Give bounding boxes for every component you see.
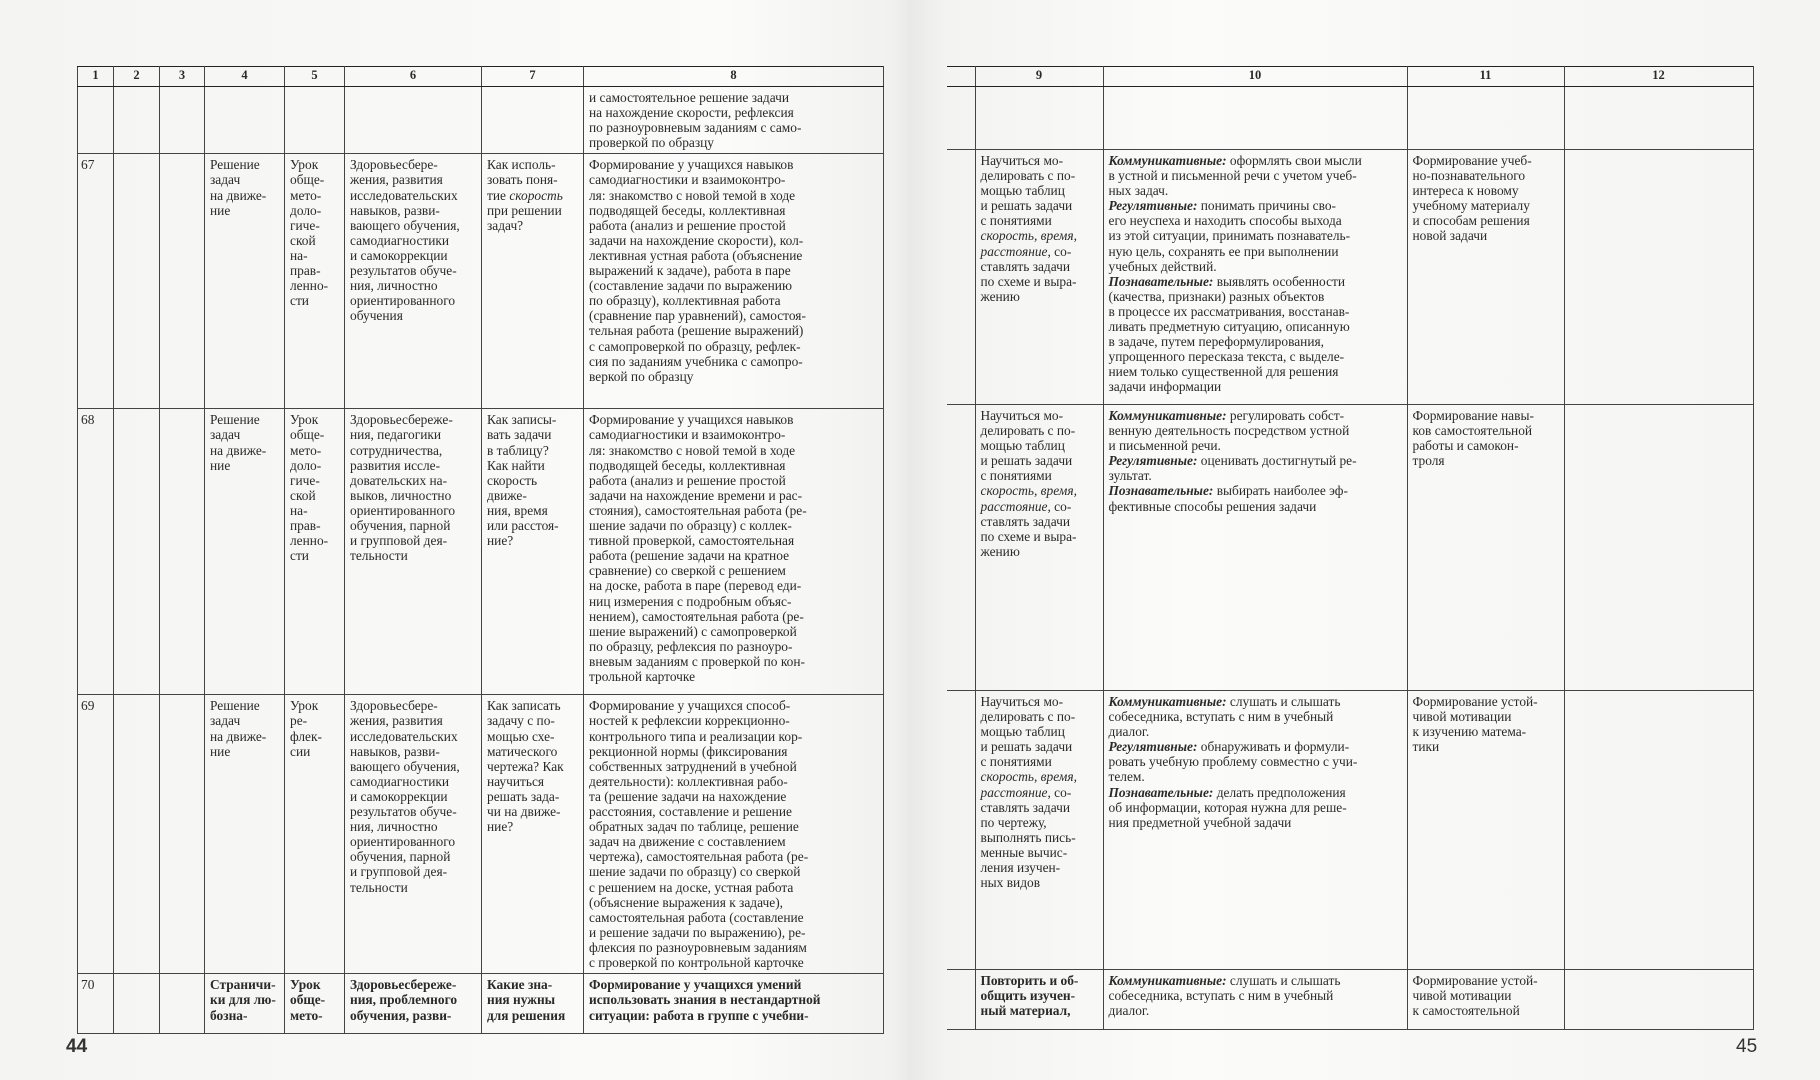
lesson-plan-table-right (947, 66, 1754, 1030)
subject-results-pre: Повторить и об- общить изучен- ный материал, (980, 973, 1079, 1019)
table-row (78, 87, 884, 154)
uud-label: Регулятивные: (1108, 739, 1198, 755)
lesson-number: 69 (78, 695, 114, 974)
page-number-right: 45 (1736, 1036, 1758, 1057)
problem-question-pre: Как исполь- зовать поня- тие (487, 157, 558, 203)
personal-results: Формирование навы- ков самостоятельной работы и самокон- троля (1407, 405, 1564, 691)
column-header-1: 1 (78, 67, 114, 87)
activity-description: Формирование у учащихся навыков самодиагностики и взаимоконтро- ля: знакомство с новой темой в ходе подводящей беседы, коллективная работа (анализ и решение простой задачи на нахождение скорости), кол- лективная устная работа (объяснение выражений к задаче), работа в паре (составление задачи по выражению по образцу), коллективная работа (сравнение пар уравнений), самостоя- тельная работа (решение выражений) с самопроверкой по образцу, рефлек- сия по заданиям учебника с самопро- веркой по образцу (584, 154, 884, 409)
lesson-type: Урок обще- мето- (285, 974, 345, 1034)
column-header-8: 8 (584, 67, 884, 87)
activity-description: Формирование у учащихся умений использовать знания в нестандартной ситуации: работа в группе с учебни- (584, 974, 884, 1034)
cell-col2 (114, 409, 160, 695)
cell-col2 (114, 695, 160, 974)
problem-question (482, 87, 584, 154)
uud-results (1103, 87, 1407, 150)
subject-results-post: , со- ставлять задачи по схеме и выра- жению (980, 243, 1077, 304)
column-header-10: 10 (1103, 67, 1407, 87)
uud-text: оформлять свои мысли в устной и письменной речи с учетом учеб- ных задач. (1108, 153, 1362, 199)
column-header-3: 3 (160, 67, 205, 87)
lesson-type: Урок ре- флек- сии (285, 695, 345, 974)
uud-text: понимать причины сво- его неуспеха и находить способы выхода из этой ситуации, принимать познаватель- ную цель, сохранять ее при выполнении учебных действий. (1108, 198, 1351, 274)
table-row (947, 150, 1753, 405)
subject-results-it: скорость, время, расстояние (980, 228, 1077, 259)
subject-results (975, 87, 1103, 150)
uud-text: оценивать достигнутый ре- зультат. (1108, 453, 1357, 484)
subject-results-it: скорость, время, расстояние (980, 769, 1077, 800)
technologies: Здоровьесбереже- ния, проблемного обучения, разви- (345, 974, 482, 1034)
lesson-topic (205, 87, 285, 154)
cell-col3 (160, 695, 205, 974)
uud-text: выбирать наиболее эф- фективные способы решения задачи (1108, 483, 1348, 514)
column-header-6: 6 (345, 67, 482, 87)
cell-col2 (114, 974, 160, 1034)
notes (1564, 691, 1753, 970)
lesson-topic: Решение задач на движе- ние (205, 409, 285, 695)
cell-col3 (160, 409, 205, 695)
technologies: Здоровьесбере- жения, развития исследовательских навыков, разви- вающего обучения, самодиагностики и самокоррекции результатов обуче- ния, личностно ориентированного обучения (345, 154, 482, 409)
uud-label: Коммуникативные: (1108, 408, 1227, 423)
table-row (78, 154, 884, 409)
subject-results-pre: Научиться мо- делировать с по- мощью таблиц и решать задачи с понятиями (980, 153, 1076, 229)
lesson-type: Урок обще- мето- доло- гиче- ской на- прав- ленно- сти (285, 154, 345, 409)
table-row (78, 695, 884, 974)
notes (1564, 405, 1753, 691)
table-row (947, 405, 1753, 691)
header-row (947, 67, 1753, 87)
problem-question (482, 154, 584, 409)
column-header-7: 7 (482, 67, 584, 87)
subject-results-pre: Научиться мо- делировать с по- мощью таблиц и решать задачи с понятиями (980, 694, 1076, 770)
problem-question (482, 974, 584, 1034)
problem-question-pre: Как записы- вать задачи в таблицу? Как найти скорость движе- ния, время или расстоя- ние? (487, 412, 559, 549)
subject-results-pre: Научиться мо- делировать с по- мощью таблиц и решать задачи с понятиями (980, 408, 1076, 484)
personal-results: Формирование учеб- но-познавательного интереса к новому учебному материалу и способам решения новой задачи (1407, 150, 1564, 405)
uud-text: слушать и слышать собеседника, вступать с ним в учебный диалог. (1108, 973, 1341, 1019)
uud-text: слушать и слышать собеседника, вступать с ним в учебный диалог. (1108, 694, 1341, 740)
activity-description: Формирование у учащихся навыков самодиагностики и взаимоконтро- ля: знакомство с новой темой в ходе подводящей беседы, коллективная работа (анализ и решение простой задачи на нахождение времени и рас- стояния), самостоятельная работа (ре- шение задачи по образцу) с коллек- тивной проверкой, самостоятельная работа (решение задачи на кратное сравнение) со сверкой с решением на доске, работа в паре (перевод еди- ниц измерения с подробным объяс- нением), самостоятельная работа (ре- шение выражений) с самопроверкой по образцу, рефлексия по разноуро- вневым заданиям с проверкой по кон- трольной карточке (584, 409, 884, 695)
lesson-topic: Страничи- ки для лю- бозна- (205, 974, 285, 1034)
cell-col2 (114, 87, 160, 154)
row-spacer (947, 970, 975, 1030)
notes (1564, 87, 1753, 150)
lesson-number: 70 (78, 974, 114, 1034)
technologies: Здоровьесбереже- ния, педагогики сотрудничества, развития иссле- довательских на- выков, личностно ориентированного обучения, парной и групповой дея- тельности (345, 409, 482, 695)
personal-results: Формирование устой- чивой мотивации к самостоятельной (1407, 970, 1564, 1030)
column-header-4: 4 (205, 67, 285, 87)
uud-text: обнаруживать и формули- ровать учебную проблему совместно с учи- телем. (1108, 739, 1358, 785)
lesson-topic: Решение задач на движе- ние (205, 154, 285, 409)
uud-label: Коммуникативные: (1108, 973, 1227, 988)
table-row (78, 409, 884, 695)
uud-label: Познавательные: (1108, 483, 1214, 499)
personal-results: Формирование устой- чивой мотивации к изучению матема- тики (1407, 691, 1564, 970)
notes (1564, 150, 1753, 405)
page-number-left: 44 (66, 1036, 88, 1057)
uud-label: Познавательные: (1108, 784, 1214, 800)
activity-description: Формирование у учащихся способ- ностей к рефлексии коррекционно- контрольного типа и реализации кор- рекционной нормы (фиксирования собственных затруднений в учебной деятельности): коллективная рабо- та (решение задачи на нахождение расстояния, составление и решение обратных задач по таблице, решение задач на движение с составлением чертежа), самостоятельная работа (ре- шение задачи по образцу) со сверкой с решением на доске, устная работа (объяснение выражения к задаче), самостоятельная работа (составление и решение задачи по выражению), ре- флексия по разноуровневым заданиям с проверкой по контрольной карточке (584, 695, 884, 974)
personal-results (1407, 87, 1564, 150)
column-header-5: 5 (285, 67, 345, 87)
problem-question-post: при решении задач? (487, 202, 562, 233)
uud-results (1103, 970, 1407, 1030)
lesson-plan-table-left (77, 66, 884, 1034)
uud-label: Коммуникативные: (1108, 153, 1227, 168)
lesson-number: 68 (78, 409, 114, 695)
header-spacer (947, 67, 975, 87)
cell-col2 (114, 154, 160, 409)
lesson-type (285, 87, 345, 154)
problem-question (482, 695, 584, 974)
subject-results-post: , со- ставлять задачи по чертежу, выполнять пись- менные вычис- ления изучен- ных видов (980, 784, 1076, 891)
subject-results (975, 150, 1103, 405)
subject-results-post: , со- ставлять задачи по схеме и выра- жению (980, 498, 1077, 559)
lesson-number (78, 87, 114, 154)
cell-col3 (160, 87, 205, 154)
cell-col3 (160, 974, 205, 1034)
problem-question (482, 409, 584, 695)
row-spacer (947, 87, 975, 150)
lesson-number: 67 (78, 154, 114, 409)
notes (1564, 970, 1753, 1030)
column-header-12: 12 (1564, 67, 1753, 87)
uud-label: Регулятивные: (1108, 453, 1198, 469)
uud-text: делать предположения об информации, которая нужна для реше- ния предметной учебной задачи (1108, 784, 1347, 830)
problem-question-it: скорость (509, 187, 563, 203)
technologies (345, 87, 482, 154)
table-row (947, 87, 1753, 150)
uud-results (1103, 405, 1407, 691)
table-row (947, 970, 1753, 1030)
uud-text: выявлять особенности (качества, признаки) разных объектов в процессе их рассматривания, восстанав- ливать предметную ситуацию, описанную в задаче, путем переформулирования, упрощенного пересказа текста, с выделе- нием только существенной для решения задачи информации (1108, 273, 1350, 395)
problem-question-pre: Какие зна- ния нужны для решения (487, 977, 566, 1023)
table-row (947, 691, 1753, 970)
row-spacer (947, 691, 975, 970)
uud-results (1103, 691, 1407, 970)
column-header-11: 11 (1407, 67, 1564, 87)
column-header-2: 2 (114, 67, 160, 87)
problem-question-pre: Как записать задачу с по- мощью схе- матического чертежа? Как научиться решать зада- чи на движе- ние? (487, 698, 564, 835)
cell-col3 (160, 154, 205, 409)
lesson-topic: Решение задач на движе- ние (205, 695, 285, 974)
uud-label: Познавательные: (1108, 273, 1214, 289)
technologies: Здоровьесбере- жения, развития исследовательских навыков, разви- вающего обучения, самодиагностики и самокоррекции результатов обуче- ния, личностно ориентированного обучения, парной и групповой дея- тельности (345, 695, 482, 974)
uud-text: регулировать собст- венную деятельность посредством устной и письменной речи. (1108, 408, 1350, 454)
subject-results (975, 691, 1103, 970)
subject-results (975, 970, 1103, 1030)
uud-label: Регулятивные: (1108, 198, 1198, 214)
lesson-type: Урок обще- мето- доло- гиче- ской на- прав- ленно- сти (285, 409, 345, 695)
uud-label: Коммуникативные: (1108, 694, 1227, 709)
header-row (78, 67, 884, 87)
subject-results (975, 405, 1103, 691)
subject-results-it: скорость, время, расстояние (980, 483, 1077, 514)
column-header-9: 9 (975, 67, 1103, 87)
table-row (78, 974, 884, 1034)
uud-results (1103, 150, 1407, 405)
row-spacer (947, 405, 975, 691)
row-spacer (947, 150, 975, 405)
activity-description: и самостоятельное решение задачи на нахождение скорости, рефлексия по разноуровневым заданиям с само- проверкой по образцу (584, 87, 884, 154)
